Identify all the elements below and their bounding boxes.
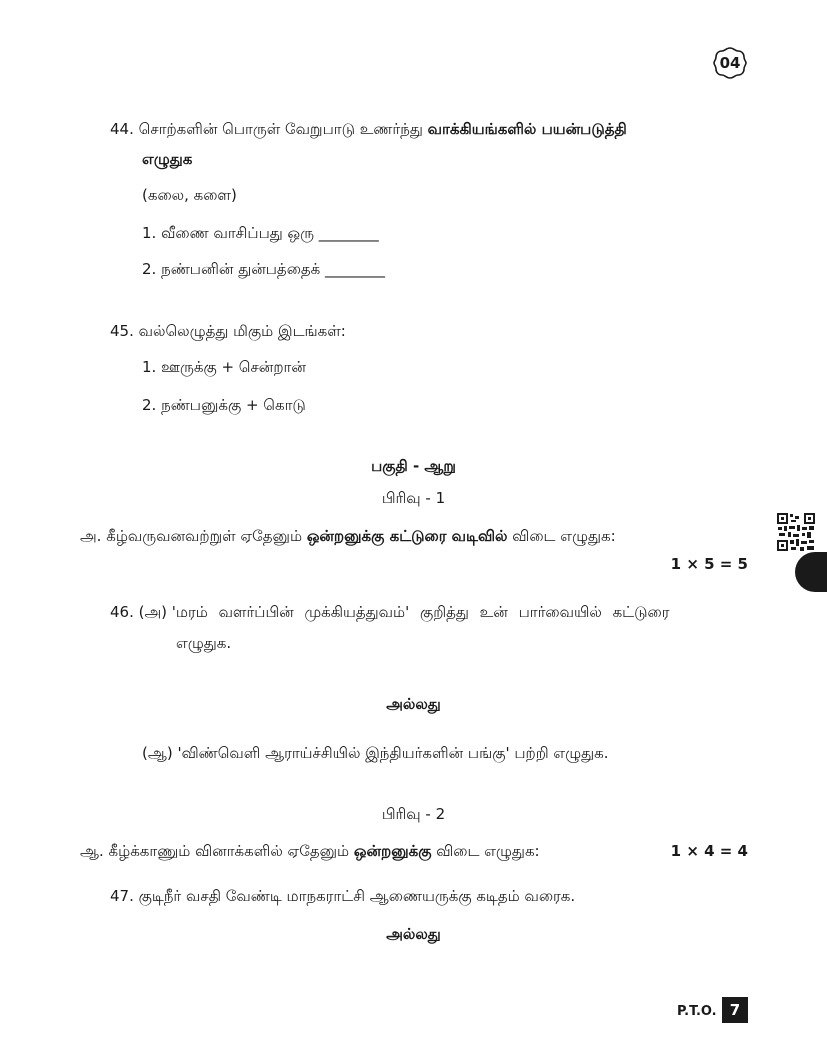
q47-text: குடிநீர் வசதி வேண்டி மாநகராட்சி ஆணையருக்கு கடிதம் வரைக. bbox=[138, 887, 576, 905]
q45-item-2: 2. நண்பனுக்கு + கொடு bbox=[142, 396, 306, 414]
section2-instr-2: விடை எழுதுக: bbox=[431, 842, 540, 860]
section2-instr-1: கீழ்க்காணும் வினாக்களில் ஏதேனும் bbox=[108, 842, 354, 860]
q44-number: 44. bbox=[110, 120, 134, 138]
section1-title: பிரிவு - 1 bbox=[381, 489, 446, 507]
q47-line bbox=[110, 885, 575, 907]
q46-option-b-line bbox=[142, 742, 608, 764]
q46-text-line1: 'மரம் வளர்ப்பின் முக்கியத்துவம்' குறித்து உன் பார்வையில் கட்டுரை bbox=[171, 603, 670, 621]
page-number: 7 bbox=[722, 997, 748, 1023]
q46-number: 46. bbox=[110, 603, 134, 621]
part-title: பகுதி - ஆறு bbox=[371, 457, 456, 475]
page-badge bbox=[712, 46, 748, 80]
q46-option-b: (ஆ) bbox=[142, 744, 173, 762]
q45-item-1: 1. ஊருக்கு + சென்றான் bbox=[142, 358, 306, 376]
q44-words: (கலை, களை) bbox=[142, 186, 237, 204]
q46-text-line2: எழுதுக. bbox=[176, 634, 232, 652]
section2-instruction bbox=[80, 840, 540, 862]
section2-title: பிரிவு - 2 bbox=[381, 805, 446, 823]
section-tab-marker bbox=[795, 552, 827, 592]
q46-option-a: (அ) bbox=[138, 603, 168, 621]
q44-item-1: 1. வீணை வாசிப்பது ஒரு ________ bbox=[142, 224, 379, 242]
section1-instr-1: கீழ்வருவனவற்றுள் ஏதேனும் bbox=[106, 527, 307, 545]
q45-number: 45. bbox=[110, 322, 134, 340]
section1-instr-2: விடை எழுதுக: bbox=[507, 527, 616, 545]
section2-marks: 1 × 4 = 4 bbox=[670, 842, 748, 860]
section2-letter: ஆ. bbox=[80, 842, 104, 860]
q44-item-2: 2. நண்பனின் துன்பத்தைக் ________ bbox=[142, 260, 386, 278]
section2-instr-bold: ஒன்றனுக்கு bbox=[353, 842, 432, 860]
q45-line bbox=[110, 320, 346, 342]
or-label-2: அல்லது bbox=[386, 925, 441, 943]
pto-label: P.T.O. bbox=[677, 1004, 717, 1019]
section1-instr-bold: ஒன்றனுக்கு கட்டுரை வடிவில் bbox=[306, 527, 508, 545]
q44-text-bold-2: எழுதுக bbox=[142, 150, 193, 168]
badge-label: 04 bbox=[719, 54, 741, 72]
q46-text-b: 'விண்வெளி ஆராய்ச்சியில் இந்தியர்களின் பங்கு' பற்றி எழுதுக. bbox=[177, 744, 609, 762]
q44-text: சொற்களின் பொருள் வேறுபாடு உணர்ந்து bbox=[138, 120, 428, 138]
qr-code-icon bbox=[776, 512, 816, 552]
q45-text: வல்லெழுத்து மிகும் இடங்கள்: bbox=[138, 322, 346, 340]
or-label-1: அல்லது bbox=[386, 695, 441, 713]
q44-text-bold: வாக்கியங்களில் பயன்படுத்தி bbox=[427, 120, 627, 138]
section1-instruction bbox=[80, 525, 616, 547]
section1-letter: அ. bbox=[80, 527, 102, 545]
q46-line1 bbox=[110, 601, 748, 623]
q47-number: 47. bbox=[110, 887, 134, 905]
q44-line1 bbox=[110, 118, 627, 140]
section1-marks: 1 × 5 = 5 bbox=[670, 555, 748, 573]
